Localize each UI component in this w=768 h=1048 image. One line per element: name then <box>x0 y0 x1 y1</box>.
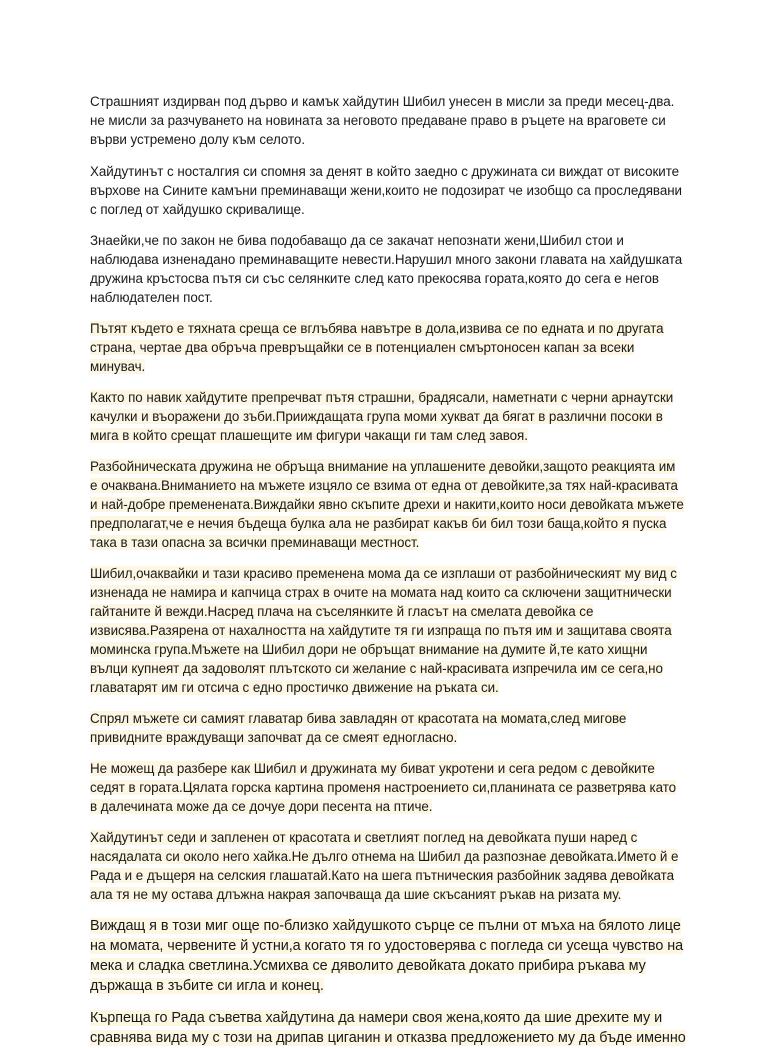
paragraph-text: Виждащ я в този миг още по-близко хайдушкото сърце се пълни от мъха на бялото лице на момата, червените й устни,а когато тя го удостоверява с погледа си усеща чувство на мека и сладка светлина.Усмихва се дяволито девойката докато прибира ръкава му държаща в зъбите си игла и конец. <box>90 918 684 994</box>
paragraph-text: Кърпеща го Рада съветва хайдутина да намери своя жена,която да шие дрехите му и сравнява вида му с този на дрипав циганин и отказва предложението му да бъде именно <box>90 1010 686 1046</box>
paragraph-6 <box>90 457 686 552</box>
paragraph-text: Пътят където е тяхната среща се вглъбява навътре в дола,извива се по едната и по другата страна, чертае два обръча превръщайки се в потенциален смъртоносен капан за всеки минувач. <box>90 321 664 374</box>
paragraph-text: Шибил,очаквайки и тази красиво пременена мома да се изплаши от разбойническият му вид с изненада не намира и капчица страх в очите на момата над които са сключени защитнически гайтаните й вежди.Насред плача на съселянките й гласът на смелата девойка се извисява.Разярена от нахалността на хайдутите тя ги изпраща по пътя им и защитава своята моминска група.Мъжете на Шибил дори не обръщат внимание на думите й,те като хищни вълци купнеят да задоволят плътското си желание с най-красивата изпречила им се сега,но главатарят им ги отсича с едно простичко движение на ръката си. <box>90 566 677 695</box>
paragraph-text: Разбойническата дружина не обръща внимание на уплашените девойки,защото реакцията им е очаквана.Вниманието на мъжете изцяло се взима от една от девойките,за тях най-красивата и най-добре пременената.Виждайки явно скъпите дрехи и накити,които носи девойката мъжете предполагат,че е нечия бъдеща булка ала не разбират какъв би бил този баща,който я пуска така в тази опасна за всички преминаващи местност. <box>90 459 684 550</box>
paragraph-text: Страшният издирван под дърво и камък хайдутин Шибил унесен в мисли за преди месец-два. не мисли за разчуването на новината за неговото предаване право в ръцете на враговете си върви устремено долу към селото. <box>90 94 675 147</box>
paragraph-12 <box>90 1008 686 1048</box>
paragraph-9 <box>90 759 686 816</box>
paragraph-10 <box>90 828 686 904</box>
paragraph-text: Спрял мъжете си самият главатар бива завладян от красотата на момата,след мигове привидните враждуващи започват да се смеят едногласно. <box>90 711 627 745</box>
paragraph-5 <box>90 388 686 445</box>
paragraph-text: Хайдутинът седи и запленен от красотата и светлият поглед на девойката пуши наред с насядалата си около него хайка.Не дълго отнема на Шибил да разпознае девойката.Името й е Рада и е дъщеря на селския глашатай.Като на шега пътническия разбойник задява девойката ала тя не му остава длъжна накрая започваща да шие скъсаният ръкав на ризата му. <box>90 830 679 902</box>
paragraph-text: Хайдутинът с носталгия си спомня за денят в който заедно с дружината си виждат от високите върхове на Сините камъни преминаващи жени,които не подозират че изобщо са проследявани с поглед от хайдушко скривалище. <box>90 164 682 217</box>
paragraph-8 <box>90 709 686 747</box>
paragraph-3 <box>90 231 686 307</box>
paragraph-11 <box>90 916 686 996</box>
paragraph-text: Както по навик хайдутите препречват пътя страшни, брадясали, наметнати с черни арнаутски качулки и въоражени до зъби.Прииждащата група моми хукват да бягат в различни посоки в мига в който срещат плашещите им фигури чакащи ги там след завоя. <box>90 390 674 443</box>
paragraph-2 <box>90 162 686 219</box>
paragraph-text: Знаейки,че по закон не бива подобаващо да се закачат непознати жени,Шибил стои и наблюдава изненадано преминаващите невести.Нарушил много закони главата на хайдушката дружина кръстосва пътя си със селянките след като прекосява гората,която до сега е негов наблюдателен пост. <box>90 233 683 305</box>
paragraph-text: Не можещ да разбере как Шибил и дружината му биват укротени и сега редом с девойките седят в гората.Цялата горска картина променя настроението си,планината се разветрява като в далечината може да се дочуе дори песента на птиче. <box>90 761 677 814</box>
paragraph-1 <box>90 92 686 149</box>
paragraph-4 <box>90 319 686 376</box>
paragraph-7 <box>90 564 686 697</box>
